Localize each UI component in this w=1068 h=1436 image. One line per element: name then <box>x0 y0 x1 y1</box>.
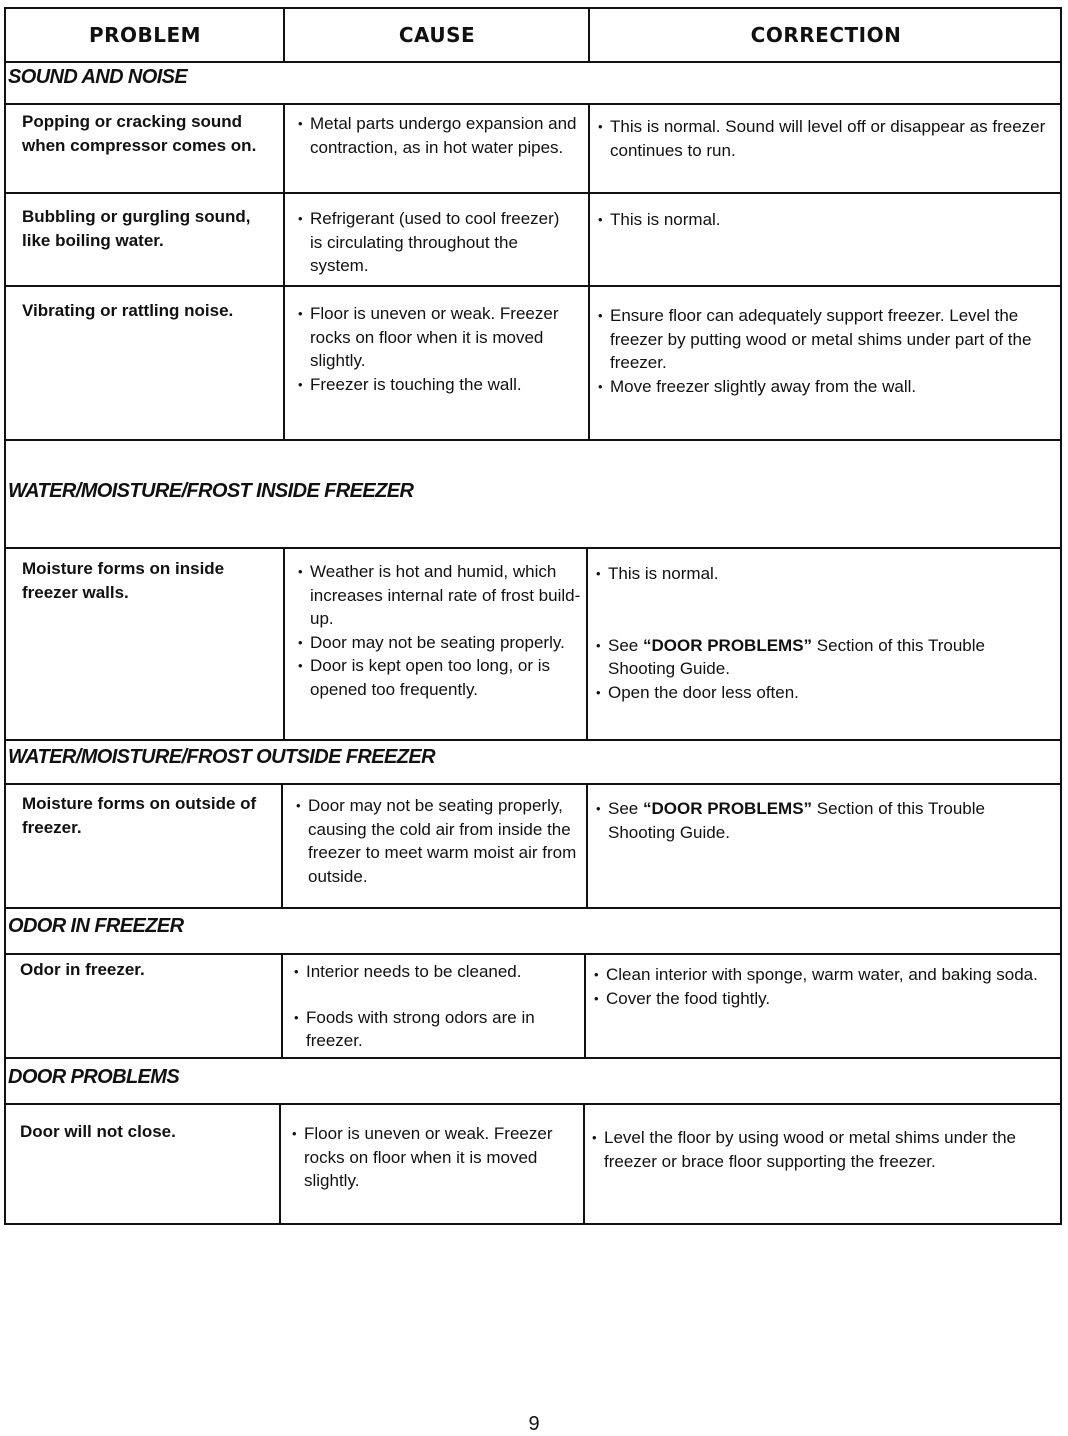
divider <box>281 953 283 1057</box>
problem-door-close: Door will not close. <box>20 1122 176 1141</box>
list-item: • Freezer is touching the wall. <box>296 373 576 397</box>
list-item: • This is normal. <box>596 208 1056 232</box>
correction-moisture-outside <box>594 797 1056 844</box>
problem-odor: Odor in freezer. <box>20 960 145 979</box>
divider <box>6 547 1060 549</box>
cause-bubbling <box>296 207 576 278</box>
divider <box>583 1103 585 1223</box>
list-item: • Door may not be seating properly. <box>296 631 586 655</box>
divider <box>6 439 1060 441</box>
list-item: • Foods with strong odors are in freezer. <box>292 1006 580 1053</box>
divider <box>281 783 283 907</box>
header-problem: PROBLEM <box>88 23 202 47</box>
list-item: • Refrigerant (used to cool freezer) is circulating throughout the system. <box>296 207 576 278</box>
divider <box>588 9 590 61</box>
list-item: • Door is kept open too long, or is opened too frequently. <box>296 654 586 701</box>
list-item: • This is normal. Sound will level off or disappear as freezer continues to run. <box>596 115 1056 162</box>
cause-odor <box>292 960 580 1053</box>
divider <box>6 739 1060 741</box>
header-cause: CAUSE <box>398 23 476 47</box>
door-problems-reference: “DOOR PROBLEMS” <box>642 799 813 818</box>
divider <box>6 285 1060 287</box>
divider <box>586 547 588 739</box>
list-item: • Clean interior with sponge, warm water, and baking soda. <box>592 963 1058 987</box>
divider <box>279 1103 281 1223</box>
problem-vibrating: Vibrating or rattling noise. <box>22 301 234 320</box>
correction-odor <box>592 963 1058 1010</box>
divider <box>6 103 1060 105</box>
list-item: • This is normal. <box>594 562 1056 586</box>
divider <box>283 103 285 439</box>
door-problems-reference: “DOOR PROBLEMS” <box>642 635 813 655</box>
table-header <box>6 9 1060 63</box>
list-item: • Door may not be seating properly, causing the cold air from inside the freezer to meet warm moist air from outside. <box>294 794 579 888</box>
correction-bubbling <box>596 208 1056 232</box>
list-item: • Move freezer slightly away from the wall. <box>596 375 1056 399</box>
cause-vibrating <box>296 302 576 396</box>
list-item: • Metal parts undergo expansion and contraction, as in hot water pipes. <box>296 112 586 159</box>
list-item: • Interior needs to be cleaned. <box>292 960 580 984</box>
list-item: • See “DOOR PROBLEMS” Section of this Trouble Shooting Guide. <box>594 797 1056 844</box>
divider <box>283 9 285 61</box>
divider <box>6 907 1060 909</box>
page-number: 9 <box>528 1413 540 1435</box>
problem-moisture-inside: Moisture forms on inside freezer walls. <box>22 559 225 602</box>
section-title-water-outside: WATER/MOISTURE/FROST OUTSIDE FREEZER <box>8 746 435 768</box>
header-correction: CORRECTION <box>750 23 902 47</box>
divider <box>6 192 1060 194</box>
cause-door-close <box>290 1122 574 1193</box>
list-item: • Floor is uneven or weak. Freezer rocks on floor when it is moved slightly. <box>296 302 576 373</box>
correction-vibrating <box>596 304 1056 398</box>
list-item: • Floor is uneven or weak. Freezer rocks on floor when it is moved slightly. <box>290 1122 574 1193</box>
correction-moisture-inside <box>594 562 1056 704</box>
correction-door-close <box>590 1126 1058 1173</box>
divider <box>6 1103 1060 1105</box>
section-title-water-inside: WATER/MOISTURE/FROST INSIDE FREEZER <box>8 480 414 502</box>
divider <box>588 103 590 439</box>
list-item: • Level the floor by using wood or metal shims under the freezer or brace floor supporting the freezer. <box>590 1126 1058 1173</box>
list-item: • See “DOOR PROBLEMS” Section of this Trouble Shooting Guide. <box>594 634 1056 681</box>
divider <box>6 953 1060 955</box>
list-item: • Ensure floor can adequately support freezer. Level the freezer by putting wood or metal shims under part of the freezer. <box>596 304 1056 375</box>
divider <box>584 953 586 1057</box>
problem-moisture-outside: Moisture forms on outside of freezer. <box>22 794 257 837</box>
problem-bubbling: Bubbling or gurgling sound, like boiling water. <box>22 207 251 250</box>
problem-popping: Popping or cracking sound when compressor comes on. <box>22 112 257 155</box>
section-title-door: DOOR PROBLEMS <box>8 1066 180 1088</box>
cause-popping <box>296 112 586 159</box>
cause-moisture-inside <box>296 560 586 701</box>
divider <box>283 547 285 739</box>
list-item: • Weather is hot and humid, which increases internal rate of frost build-up. <box>296 560 586 631</box>
divider <box>586 783 588 907</box>
section-title-sound: SOUND AND NOISE <box>8 66 188 88</box>
correction-popping <box>596 115 1056 162</box>
troubleshooting-table <box>4 7 1062 1225</box>
divider <box>6 1057 1060 1059</box>
cause-moisture-outside <box>294 794 579 888</box>
divider <box>6 783 1060 785</box>
list-item: • Open the door less often. <box>594 681 1056 705</box>
list-item: • Cover the food tightly. <box>592 987 1058 1011</box>
section-title-odor: ODOR IN FREEZER <box>8 915 184 937</box>
